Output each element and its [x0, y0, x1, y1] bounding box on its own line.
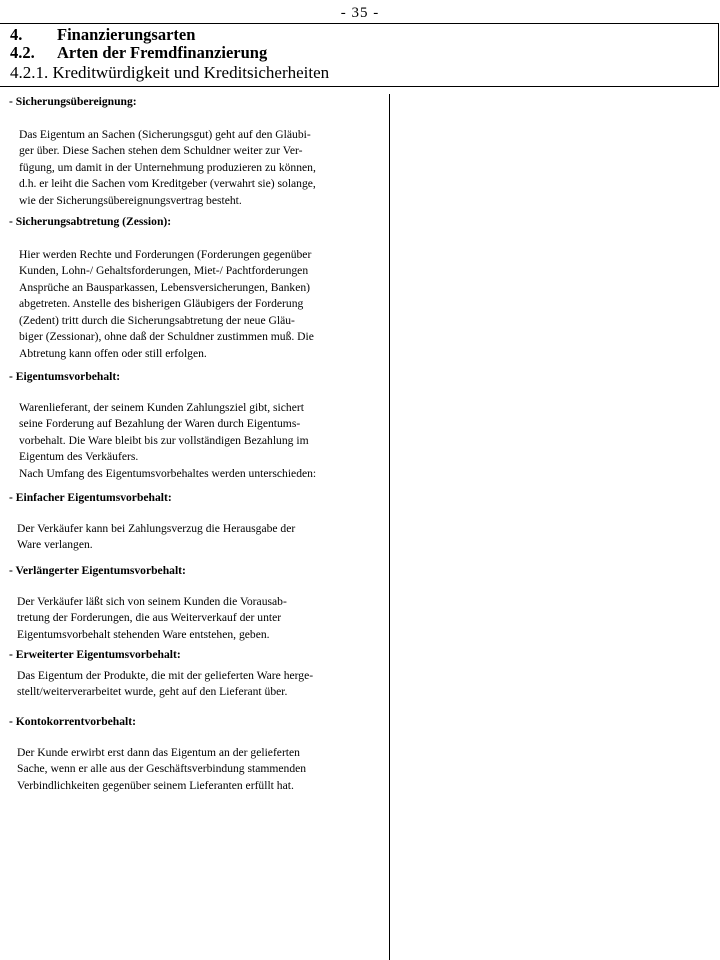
paragraph-line: Sache, wenn er alle aus der Geschäftsverbindung stammenden [17, 762, 307, 775]
section-paragraph [17, 594, 287, 644]
paragraph-line: Hier werden Rechte und Forderungen (Forderungen gegenüber [19, 247, 312, 261]
section-paragraph [19, 247, 314, 363]
paragraph-line: Kunden, Lohn-/ Gehaltsforderungen, Miet-/ Pachtforderungen [19, 264, 309, 277]
section-paragraph [19, 127, 316, 210]
chapter-header [0, 23, 719, 87]
paragraph-line: (Zedent) tritt durch die Sicherungsabtretung der neue Gläu- [19, 313, 295, 327]
section-paragraph [19, 400, 316, 483]
paragraph-line: tretung der Forderungen, die aus Weiterverkauf der unter [17, 611, 282, 624]
section-heading: - Verlängerter Eigentumsvorbehalt: [9, 564, 186, 577]
heading-1-title: Finanzierungsarten [57, 25, 196, 44]
paragraph-line: Ware verlangen. [17, 538, 93, 551]
paragraph-line: Nach Umfang des Eigentumsvorbehaltes werden unterschieden: [19, 466, 317, 480]
paragraph-line: biger (Zessionar), ohne daß der Schuldner zustimmen muß. Die [19, 330, 314, 343]
heading-level-2 [10, 44, 267, 62]
paragraph-line: fügung, um damit in der Unternehmung produzieren zu können, [19, 160, 316, 174]
section-einfacher-eigentumsvorbehalt [9, 490, 295, 554]
heading-level-3: 4.2.1. Kreditwürdigkeit und Kreditsicherheiten [10, 63, 330, 82]
section-kontokorrentvorbehalt [9, 714, 306, 794]
paragraph-line: Das Eigentum an Sachen (Sicherungsgut) geht auf den Gläubi- [19, 127, 311, 141]
section-erweiterter-eigentumsvorbehalt [9, 647, 313, 701]
paragraph-line: Der Verkäufer kann bei Zahlungsverzug die Herausgabe der [17, 521, 296, 535]
section-sicherungsabtretung [9, 214, 314, 362]
paragraph-line: Warenlieferant, der seinem Kunden Zahlungsziel gibt, sichert [19, 400, 304, 414]
paragraph-line: wie der Sicherungsübereignungsvertrag besteht. [19, 193, 242, 207]
paragraph-line: vorbehalt. Die Ware bleibt bis zur vollständigen Bezahlung im [19, 433, 309, 447]
heading-2-number: 4.2. [10, 43, 35, 62]
paragraph-line: Abtretung kann offen oder still erfolgen. [19, 346, 207, 360]
paragraph-line: ger über. Diese Sachen stehen dem Schuldner weiter zur Ver- [19, 144, 303, 157]
section-heading: - Sicherungsübereignung: [9, 95, 137, 108]
heading-1-number: 4. [10, 25, 23, 44]
paragraph-line: abgetreten. Anstelle des bisherigen Gläubigers der Forderung [19, 297, 304, 310]
section-sicherungsuebereignung [9, 94, 316, 209]
paragraph-line: d.h. er leiht die Sachen vom Kreditgeber (verwahrt sie) solange, [19, 177, 316, 190]
paragraph-line: Verbindlichkeiten gegenüber seinem Lieferanten erfüllt hat. [17, 778, 294, 792]
paragraph-line: Eigentumsvorbehalt stehenden Ware entstehen, geben. [17, 627, 270, 641]
section-heading: - Einfacher Eigentumsvorbehalt: [9, 491, 172, 504]
section-verlaengerter-eigentumsvorbehalt [9, 563, 287, 643]
section-eigentumsvorbehalt [9, 369, 316, 482]
section-heading: - Erweiterter Eigentumsvorbehalt: [9, 648, 181, 661]
page-number: - 35 - [340, 5, 380, 21]
paragraph-line: Der Verkäufer läßt sich von seinem Kunden die Vorausab- [17, 594, 287, 608]
paragraph-line: Der Kunde erwirbt erst dann das Eigentum an der gelieferten [17, 745, 300, 759]
column-divider [389, 94, 390, 960]
section-paragraph [17, 668, 313, 701]
paragraph-line: Eigentum des Verkäufers. [19, 450, 139, 463]
section-paragraph [17, 521, 295, 554]
paragraph-line: seine Forderung auf Bezahlung der Waren durch Eigentums- [19, 417, 301, 430]
paragraph-line: Ansprüche an Bausparkassen, Lebensversicherungen, Banken) [19, 280, 311, 294]
heading-level-1 [10, 26, 195, 44]
section-heading: - Eigentumsvorbehalt: [9, 370, 121, 383]
paragraph-line: Das Eigentum der Produkte, die mit der gelieferten Ware herge- [17, 668, 314, 682]
section-heading: - Kontokorrentvorbehalt: [9, 715, 136, 728]
heading-2-title: Arten der Fremdfinanzierung [57, 43, 268, 62]
section-paragraph [17, 745, 306, 795]
paragraph-line: stellt/weiterverarbeitet wurde, geht auf den Lieferant über. [17, 685, 288, 698]
section-heading: - Sicherungsabtretung (Zession): [9, 215, 172, 228]
